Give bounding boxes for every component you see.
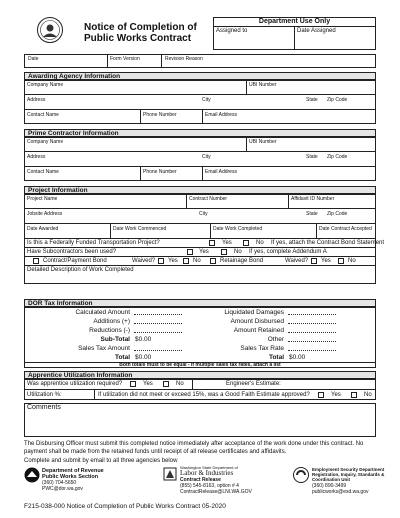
- form-title-line2: Public Works Contract: [84, 33, 192, 44]
- lni-name-prefix: Washington State Department of: [180, 465, 238, 470]
- date-assigned-field[interactable]: Date Assigned: [297, 28, 336, 34]
- date-awarded-field[interactable]: Date Awarded: [27, 226, 59, 232]
- comments-label: Comments: [27, 404, 61, 411]
- good-faith-no-checkbox[interactable]: [351, 392, 357, 398]
- esd-email-link[interactable]: publicworks@esd.wa.gov: [312, 489, 369, 495]
- amount-retained-input[interactable]: [288, 327, 336, 333]
- good-faith-no-label: No: [364, 392, 372, 398]
- dor-email-link[interactable]: PWC@dor.wa.gov: [42, 486, 83, 492]
- lni-logo: [163, 467, 177, 481]
- date-field[interactable]: Date: [28, 56, 39, 62]
- dor-tax-header: DOR Tax Information: [24, 299, 376, 307]
- apprentice-no-label: No: [176, 381, 184, 387]
- awarding-state-field[interactable]: State: [306, 97, 318, 103]
- retainage-waived-no-checkbox[interactable]: [338, 258, 344, 264]
- lni-name: Labor & Industries: [180, 469, 234, 477]
- subs-yes-checkbox[interactable]: [187, 249, 193, 255]
- project-info-header: Project Information: [24, 186, 376, 194]
- dor-section: Public Works Section: [42, 474, 99, 480]
- affidavit-id-field[interactable]: Affidavit ID Number: [291, 196, 335, 202]
- amount-disbursed-input[interactable]: [288, 318, 336, 324]
- calculated-amount-label: Calculated Amount: [75, 309, 130, 316]
- jobsite-address-field[interactable]: Jobsite Address: [27, 211, 63, 217]
- contract-bond-waived-yes-checkbox[interactable]: [158, 258, 164, 264]
- prime-ubi-field[interactable]: UBI Number: [249, 139, 277, 145]
- esd-phone: (360) 890-3499: [312, 483, 347, 489]
- contract-bond-label: Contract/Payment Bond: [43, 258, 107, 264]
- subs-note: If yes, complete Addendum A: [249, 249, 327, 255]
- sales-tax-amount-input[interactable]: [134, 345, 182, 351]
- jobsite-city-field[interactable]: City: [199, 211, 208, 217]
- comments-box[interactable]: [24, 403, 376, 437]
- form-title-line1: Notice of Completion of: [84, 22, 197, 33]
- esd-unit-line2: Coordination Unit: [312, 477, 350, 482]
- reductions-label: Reductions (-): [89, 327, 130, 334]
- federal-note: If yes, attach the Contract Bond Statement: [271, 240, 385, 246]
- date-work-commenced-field[interactable]: Date Work Commenced: [113, 226, 167, 232]
- esd-unit-line1: Registration, Inquiry, Standards &: [312, 472, 385, 477]
- prime-company-name-field[interactable]: Company Name: [27, 139, 64, 145]
- esd-logo: [293, 467, 309, 483]
- disbursing-officer-note: The Disbursing Officer must submit this completed notice immediately after acceptance of the work done under this contract. No payment shall be made from the retained funds until receipt of all release certificates and affidavits.: [24, 441, 364, 455]
- federal-yes-checkbox[interactable]: [209, 240, 215, 246]
- jobsite-state-field[interactable]: State: [306, 211, 318, 217]
- project-name-field[interactable]: Project Name: [27, 196, 58, 202]
- liquidated-damages-input[interactable]: [288, 309, 336, 315]
- total-left-label: Total: [114, 354, 130, 361]
- jobsite-zip-field[interactable]: Zip Code: [327, 211, 348, 217]
- other-input[interactable]: [288, 336, 336, 342]
- awarding-city-field[interactable]: City: [202, 97, 211, 103]
- contract-number-field[interactable]: Contract Number: [189, 196, 228, 202]
- lni-email-link[interactable]: ContractRelease@LNI.WA.GOV: [180, 489, 252, 495]
- additions-input[interactable]: [134, 318, 182, 324]
- amount-disbursed-label: Amount Disbursed: [230, 318, 284, 325]
- prime-state-field[interactable]: State: [306, 154, 318, 160]
- retainage-waived-yes-label: Yes: [321, 258, 331, 264]
- federal-question: Is this a Federally Funded Transportation Project?: [27, 240, 160, 246]
- apprentice-yes-checkbox[interactable]: [130, 381, 136, 387]
- good-faith-question: If utilization did not meet or exceed 15%, was a Good Faith Estimate approved?: [98, 392, 310, 398]
- subtotal-value: $0.00: [135, 336, 152, 343]
- federal-no-checkbox[interactable]: [243, 240, 249, 246]
- department-use-title: Department Use Only: [258, 18, 331, 25]
- awarding-agency-header: Awarding Agency Information: [24, 72, 376, 80]
- dor-logo: [24, 467, 40, 483]
- sales-tax-amount-label: Sales Tax Amount: [78, 345, 130, 352]
- good-faith-yes-checkbox[interactable]: [318, 392, 324, 398]
- prime-city-field[interactable]: City: [202, 154, 211, 160]
- retainage-bond-label: Retainage Bond: [220, 258, 264, 264]
- retainage-bond-checkbox[interactable]: [210, 258, 216, 264]
- apprentice-header: Apprentice Utilization Information: [24, 371, 376, 379]
- other-label: Other: [267, 336, 284, 343]
- total-left-value: $0.00: [135, 354, 152, 361]
- apprentice-yes-label: Yes: [143, 381, 153, 387]
- dor-footnote: Both totals must to be equal - If multiple sales tax rates, attach a list: [119, 362, 281, 368]
- retainage-waived-label: Waived?: [285, 258, 309, 264]
- total-right-label: Total: [268, 354, 284, 361]
- prime-phone-field[interactable]: Phone Number: [143, 169, 177, 175]
- awarding-zip-field[interactable]: Zip Code: [327, 97, 348, 103]
- dor-name: Department of Revenue: [42, 468, 104, 474]
- contract-bond-waived-no-label: No: [193, 258, 201, 264]
- assigned-to-field[interactable]: Assigned to: [216, 28, 248, 34]
- prime-contractor-header: Prime Contractor Information: [24, 129, 376, 137]
- retainage-waived-no-label: No: [348, 258, 356, 264]
- esd-name: Employment Security Department: [312, 467, 385, 472]
- contract-bond-waived-no-checkbox[interactable]: [183, 258, 189, 264]
- federal-yes-label: Yes: [222, 240, 232, 246]
- email-submit-note: Complete and submit by email to all three agencies below: [24, 458, 178, 464]
- form-version-field[interactable]: Form Version: [110, 56, 140, 62]
- date-work-completed-field[interactable]: Date Work Completed: [213, 226, 263, 232]
- awarding-contact-field[interactable]: Contact Name: [27, 112, 59, 118]
- additions-label: Additions (+): [93, 318, 130, 325]
- prime-contact-field[interactable]: Contact Name: [27, 169, 59, 175]
- lni-section: Contract Release: [180, 477, 221, 483]
- prime-address-field[interactable]: Address: [27, 154, 46, 160]
- engineer-estimate-field[interactable]: Engineer's Estimate:: [226, 381, 281, 387]
- contract-bond-waived-yes-label: Yes: [168, 258, 178, 264]
- sales-tax-rate-label: Sales Tax Rate: [240, 345, 284, 352]
- awarding-ubi-field[interactable]: UBI Number: [249, 82, 277, 88]
- apprentice-required-question: Was apprentice utilization required?: [27, 381, 123, 387]
- reductions-input[interactable]: [134, 327, 182, 333]
- subtotal-label: Sub-Total: [100, 336, 130, 343]
- awarding-phone-field[interactable]: Phone Number: [143, 112, 177, 118]
- prime-email-field[interactable]: Email Address: [205, 169, 237, 175]
- amount-retained-label: Amount Retained: [233, 327, 284, 334]
- lni-phone: (855) 545-8163, option # 4: [180, 483, 239, 489]
- apprentice-no-checkbox[interactable]: [163, 381, 169, 387]
- sales-tax-rate-input[interactable]: [288, 345, 336, 351]
- form-footer: F215-038-000 Notice of Completion of Public Works Contract 05-2020: [24, 503, 226, 510]
- awarding-email-field[interactable]: Email Address: [205, 112, 237, 118]
- date-contract-accepted-field[interactable]: Date Contract Accepted: [319, 226, 372, 232]
- retainage-waived-yes-checkbox[interactable]: [311, 258, 317, 264]
- prime-zip-field[interactable]: Zip Code: [327, 154, 348, 160]
- subs-no-label: No: [234, 249, 242, 255]
- subs-no-checkbox[interactable]: [221, 249, 227, 255]
- federal-no-label: No: [256, 240, 264, 246]
- detailed-description-field[interactable]: Detailed Description of Work Completed: [27, 267, 134, 273]
- subs-yes-label: Yes: [199, 249, 209, 255]
- dor-phone: (360) 704-5650: [42, 480, 77, 486]
- state-seal-logo: [37, 17, 63, 43]
- awarding-address-field[interactable]: Address: [27, 97, 46, 103]
- revision-reason-field[interactable]: Revision Reason: [165, 56, 203, 62]
- contract-bond-checkbox[interactable]: [33, 258, 39, 264]
- awarding-company-name-field[interactable]: Company Name: [27, 82, 64, 88]
- good-faith-yes-label: Yes: [331, 392, 341, 398]
- utilization-percent-field[interactable]: Utilization %:: [27, 392, 62, 398]
- contract-bond-waived-label: Waived?: [132, 258, 156, 264]
- liquidated-damages-label: Liquidated Damages: [224, 309, 284, 316]
- subs-question: Have Subcontractors been used?: [27, 249, 117, 255]
- total-right-value: $0.00: [289, 354, 306, 361]
- calculated-amount-input[interactable]: [134, 309, 182, 315]
